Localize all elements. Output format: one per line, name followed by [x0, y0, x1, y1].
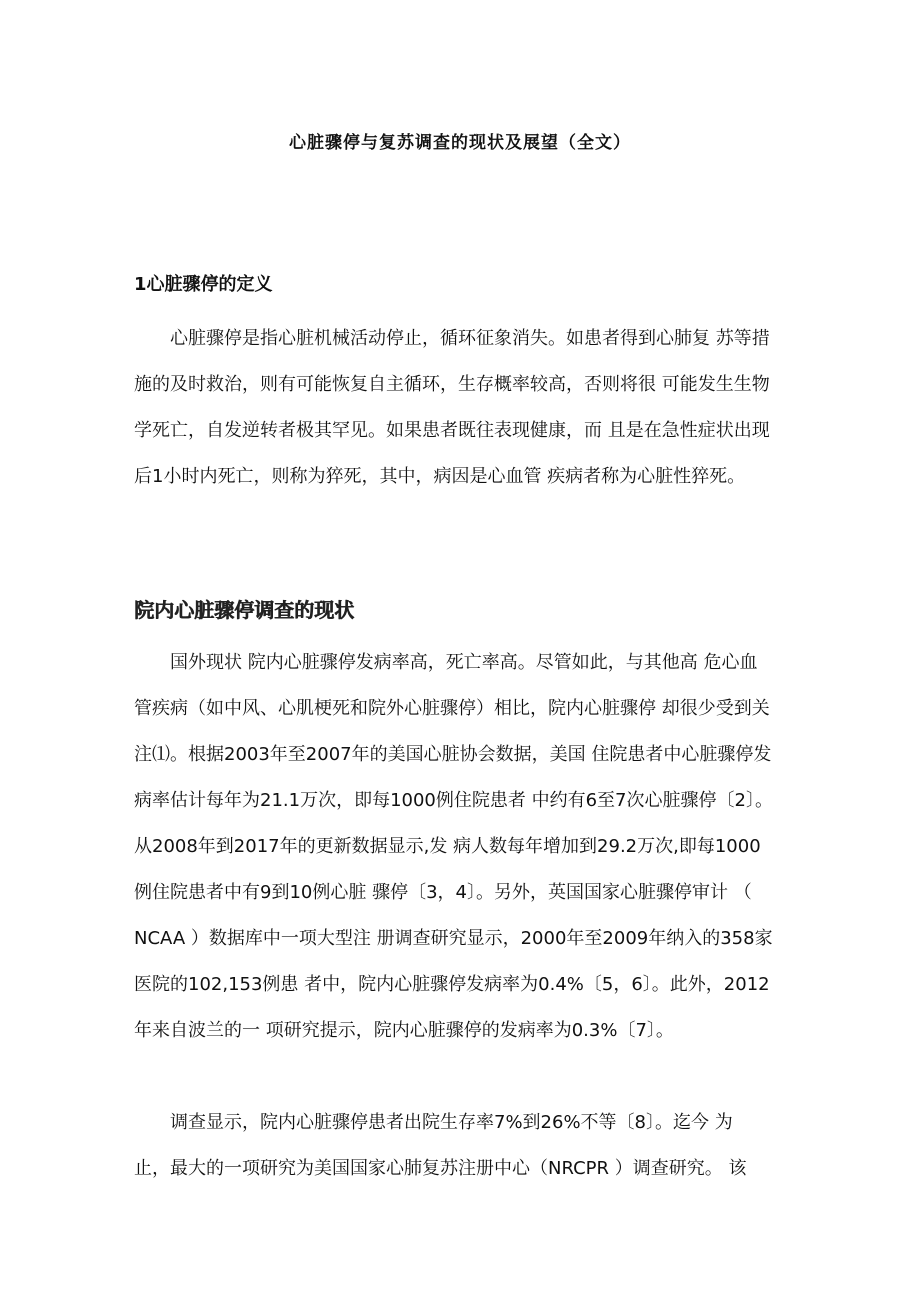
- text-line: 医院的102,153例患 者中，院内心脏骤停发病率为0.4%〔5，6〕。此外，2012: [134, 974, 770, 995]
- text-line: 例住院患者中有9到10例心脏 骤停〔3，4〕。另外，英国国家心脏骤停审计 （: [134, 882, 752, 903]
- text-line: 止，最大的一项研究为美国国家心肺复苏注册中心（NRCPR ）调查研究。 该: [134, 1158, 747, 1179]
- text-line: 从2008年到2017年的更新数据显示,发 病人数每年增加到29.2万次,即每1000: [134, 836, 761, 857]
- text-line: 注⑴。根据2003年至2007年的美国心脏协会数据，美国 住院患者中心脏骤停发: [134, 744, 772, 765]
- paragraph-definition: [134, 316, 794, 500]
- paragraph-survey-survival: [134, 1100, 794, 1192]
- section-heading-definition: 1心脏骤停的定义: [134, 274, 273, 295]
- text-line: 施的及时救治，则有可能恢复自主循环，生存概率较高，否则将很 可能发生生物: [134, 374, 770, 395]
- paragraph-foreign-status: [134, 640, 794, 1054]
- text-line: NCAA ）数据库中一项大型注 册调查研究显示，2000年至2009年纳入的358家: [134, 928, 773, 949]
- text-line: 后1小时内死亡，则称为猝死，其中，病因是心血管 疾病者称为心脏性猝死。: [134, 466, 746, 487]
- text-line: 国外现状 院内心脏骤停发病率高，死亡率高。尽管如此，与其他高 危心血: [134, 652, 758, 673]
- document-title: 心脏骤停与复苏调查的现状及展望（全文）: [289, 133, 631, 153]
- text-line: 年来自波兰的一 项研究提示，院内心脏骤停的发病率为0.3%〔7〕。: [134, 1020, 674, 1041]
- text-line: 病率估计每年为21.1万次，即每1000例住院患者 中约有6至7次心脏骤停〔2〕。: [134, 790, 773, 811]
- text-line: 心脏骤停是指心脏机械活动停止，循环征象消失。如患者得到心肺复 苏等措: [134, 328, 770, 349]
- text-line: 管疾病（如中风、心肌梗死和院外心脏骤停）相比，院内心脏骤停 却很少受到关: [134, 698, 770, 719]
- text-line: 调查显示，院内心脏骤停患者出院生存率7%到26%不等〔8〕。迄今 为: [134, 1112, 733, 1133]
- section-heading-inhospital: 院内心脏骤停调查的现状: [134, 598, 354, 622]
- text-line: 学死亡，自发逆转者极其罕见。如果患者既往表现健康，而 且是在急性症状出现: [134, 420, 770, 441]
